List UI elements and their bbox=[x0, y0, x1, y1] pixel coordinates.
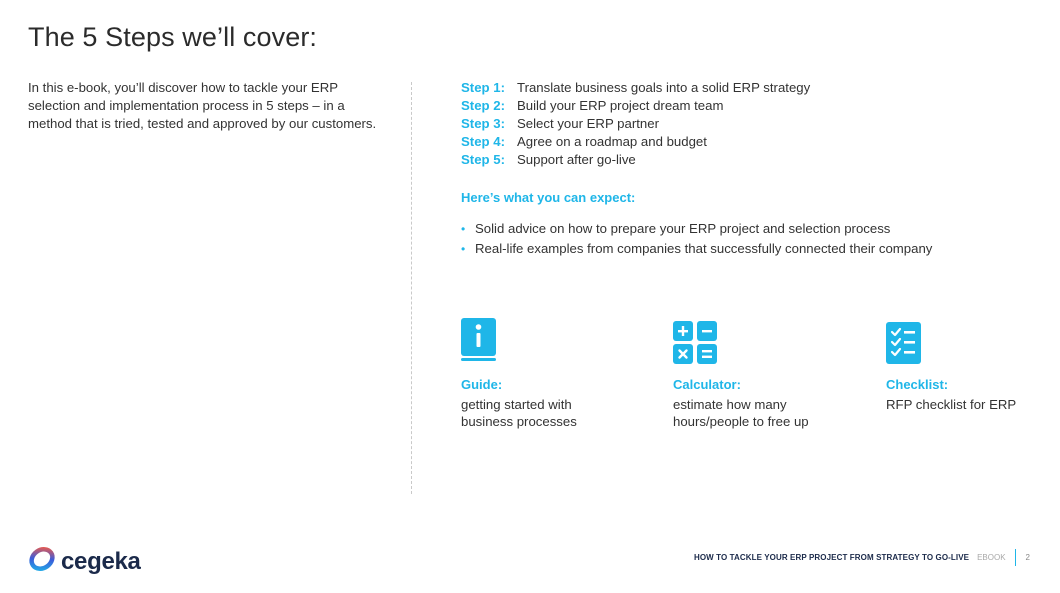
tool-description: RFP checklist for ERP bbox=[886, 397, 1017, 412]
footer-label: EBOOK bbox=[977, 553, 1006, 562]
step-text: Support after go-live bbox=[517, 152, 636, 167]
steps-list bbox=[461, 79, 1021, 169]
intro-paragraph: In this e-book, you’ll discover how to tackle your ERP selection and implementation process in 5 steps – in a method that is tried, tested and approved by our customers. bbox=[28, 80, 377, 131]
step-item bbox=[461, 151, 1021, 169]
logo-wordmark: cegeka bbox=[61, 547, 141, 575]
list-item bbox=[461, 219, 1031, 239]
bullet-icon: • bbox=[461, 242, 466, 256]
step-label: Step 3: bbox=[461, 116, 505, 131]
step-text: Translate business goals into a solid ERP strategy bbox=[517, 80, 811, 95]
tool-title: Calculator: bbox=[673, 377, 741, 392]
step-item bbox=[461, 79, 1021, 97]
step-label: Step 4: bbox=[461, 134, 505, 149]
bullet-icon: • bbox=[461, 222, 466, 236]
list-item-text: Real-life examples from companies that successfully connected their company bbox=[475, 241, 933, 256]
expect-heading: Here’s what you can expect: bbox=[461, 190, 636, 205]
tool-guide[interactable] bbox=[461, 318, 641, 430]
cegeka-logo[interactable] bbox=[27, 545, 141, 578]
step-label: Step 5: bbox=[461, 152, 505, 167]
tool-calculator[interactable] bbox=[673, 318, 853, 430]
checklist-icon bbox=[886, 318, 1060, 364]
tool-description: estimate how many hours/people to free up bbox=[673, 397, 809, 429]
step-item bbox=[461, 97, 1021, 115]
tool-checklist[interactable] bbox=[886, 318, 1060, 413]
column-divider bbox=[411, 82, 412, 494]
step-label: Step 1: bbox=[461, 80, 505, 95]
step-text: Select your ERP partner bbox=[517, 116, 659, 131]
tool-title: Guide: bbox=[461, 377, 503, 392]
step-item bbox=[461, 115, 1021, 133]
step-text: Agree on a roadmap and budget bbox=[517, 134, 707, 149]
step-label: Step 2: bbox=[461, 98, 505, 113]
footer-title: HOW TO TACKLE YOUR ERP PROJECT FROM STRATEGY TO GO-LIVE bbox=[693, 553, 970, 562]
list-item bbox=[461, 239, 1031, 259]
tool-title: Checklist: bbox=[886, 377, 949, 392]
logo-swirl-icon bbox=[27, 545, 57, 578]
list-item-text: Solid advice on how to prepare your ERP project and selection process bbox=[475, 221, 891, 236]
calculator-icon bbox=[673, 318, 853, 364]
page-number: 2 bbox=[1025, 553, 1030, 562]
step-text: Build your ERP project dream team bbox=[517, 98, 724, 113]
footer-separator bbox=[1015, 549, 1016, 566]
tool-description: getting started with business processes bbox=[461, 397, 577, 429]
page-title: The 5 Steps we’ll cover: bbox=[28, 22, 318, 52]
page-footer bbox=[694, 549, 1030, 566]
step-item bbox=[461, 133, 1021, 151]
expect-list bbox=[461, 219, 1031, 259]
info-book-icon bbox=[461, 318, 641, 364]
